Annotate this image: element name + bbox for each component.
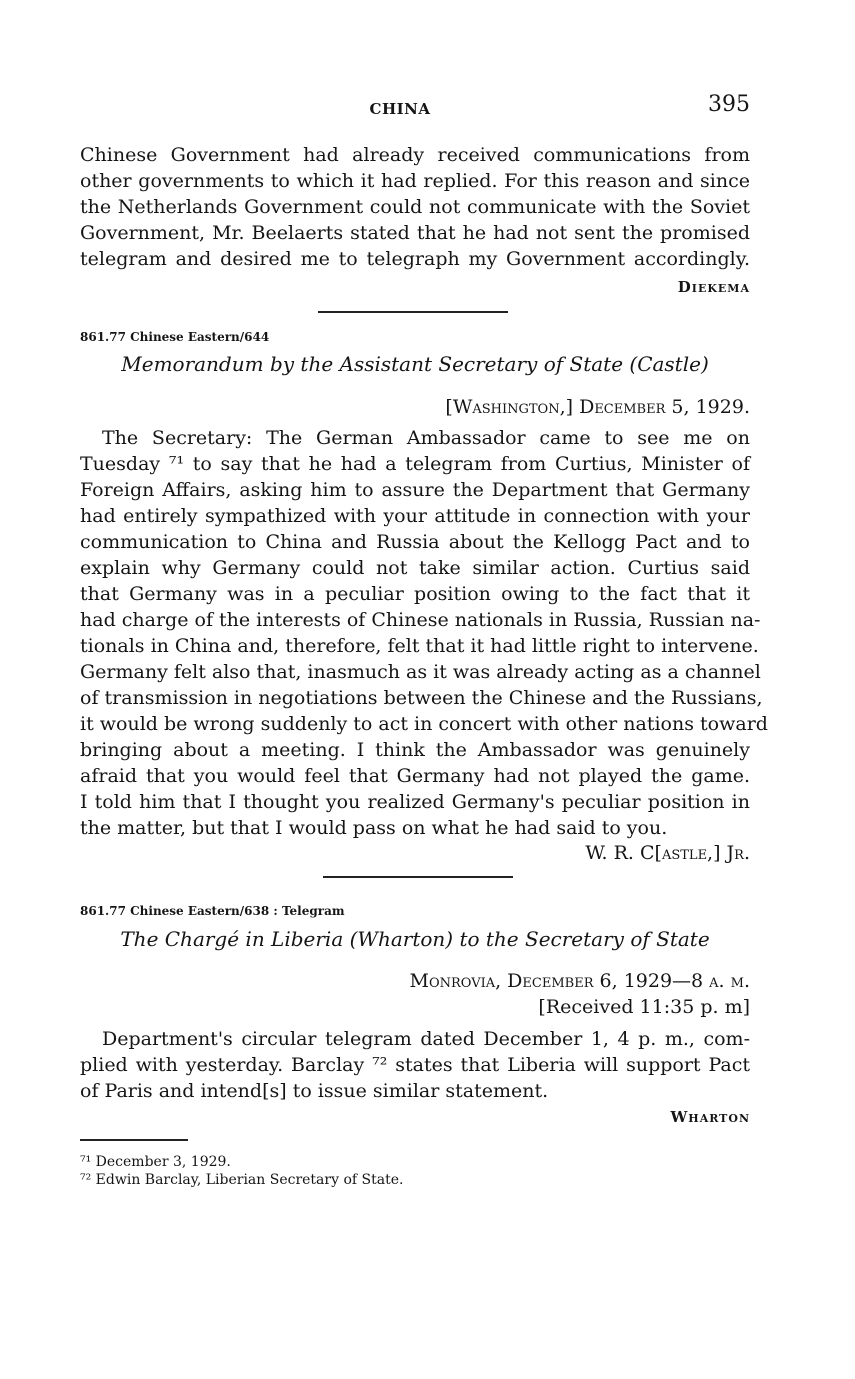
footnote-rule [80, 1139, 188, 1141]
letter1-signature: Diekema [677, 278, 750, 296]
telegram-line: of Paris and intend[s] to issue similar statement. [80, 1080, 549, 1102]
memo-line: had charge of the interests of Chinese nationals in Russia, Russian na- [80, 609, 761, 631]
memo-line: afraid that you would feel that Germany had not played the game. [80, 765, 750, 787]
memo-line: bringing about a meeting. I think the Ambassador was genuinely [80, 739, 750, 761]
memo-title: Memorandum by the Assistant Secretary of State (Castle) [121, 352, 709, 376]
memo-line: that Germany was in a peculiar position owing to the fact that it [80, 583, 750, 605]
letter1-body [80, 142, 750, 272]
memo-line: explain why Germany could not take similar action. Curtius said [80, 557, 750, 579]
memo-line: Foreign Affairs, asking him to assure the Department that Germany [80, 479, 750, 501]
telegram-line: plied with yesterday. Barclay ⁷² states that Liberia will support Pact [80, 1054, 750, 1076]
memo-line: had entirely sympathized with your attitude in connection with your [80, 505, 750, 527]
letter1-line: telegram and desired me to telegraph my Government accordingly. [80, 248, 750, 270]
memo-line: I told him that I thought you realized Germany's peculiar position in [80, 791, 750, 813]
memo-line: the matter, but that I would pass on what he had said to you. [80, 817, 668, 839]
telegram-body [80, 1026, 750, 1104]
page-number: 395 [708, 92, 750, 117]
telegram-title: The Chargé in Liberia (Wharton) to the Secretary of State [120, 927, 710, 951]
memo-line: of transmission in negotiations between the Chinese and the Russians, [80, 687, 763, 709]
memo-line: tionals in China and, therefore, felt that it had little right to intervene. [80, 635, 759, 657]
running-title: CHINA [369, 100, 431, 118]
section-divider [323, 876, 513, 878]
memo-line: Tuesday ⁷¹ to say that he had a telegram from Curtius, Minister of [80, 453, 750, 475]
memo-body [80, 425, 768, 841]
memo-signature: W. R. C[astle,] Jr. [585, 842, 750, 864]
letter1-line: Government, Mr. Beelaerts stated that he had not sent the promised [80, 222, 750, 244]
telegram-received: [Received 11:35 p. m] [538, 996, 750, 1018]
telegram-signature: Wharton [670, 1108, 750, 1126]
memo-dateline: [Washington,] December 5, 1929. [445, 396, 750, 418]
letter1-line: other governments to which it had replied. For this reason and since [80, 170, 750, 192]
letter1-line: Chinese Government had already received communications from [80, 144, 750, 166]
memo-line: The Secretary: The German Ambassador came to see me on [102, 427, 750, 449]
footnote-71: ⁷¹ December 3, 1929. [80, 1154, 231, 1170]
telegram-line: Department's circular telegram dated December 1, 4 p. m., com- [102, 1028, 750, 1050]
memo-line: Germany felt also that, inasmuch as it was already acting as a channel [80, 661, 761, 683]
memo-line: communication to China and Russia about the Kellogg Pact and to [80, 531, 750, 553]
telegram-dateline: Monrovia, December 6, 1929—8 a. m. [409, 970, 750, 992]
memo-line: it would be wrong suddenly to act in concert with other nations toward [80, 713, 768, 735]
section-divider [318, 311, 508, 313]
footnote-72: ⁷² Edwin Barclay, Liberian Secretary of State. [80, 1172, 404, 1188]
memo-file-number: 861.77 Chinese Eastern/644 [80, 330, 270, 344]
letter1-line: the Netherlands Government could not communicate with the Soviet [80, 196, 750, 218]
telegram-file-number: 861.77 Chinese Eastern/638 : Telegram [80, 904, 345, 918]
